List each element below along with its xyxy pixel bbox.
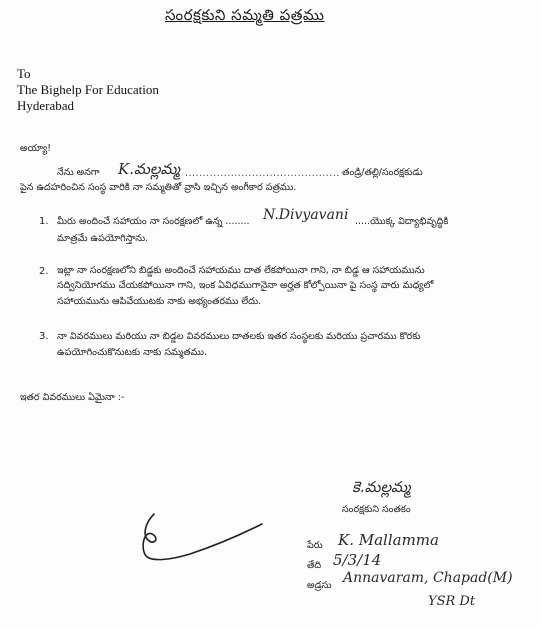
name-label: పేరు	[307, 540, 323, 551]
scribble-signature-mark	[130, 500, 280, 570]
to-organization: The Bighelp For Education	[17, 82, 159, 97]
address-label: అడ్రసు	[307, 580, 332, 591]
guardian-name-handwritten: K.మల్లమ్మ	[118, 160, 180, 178]
salutation: అయ్యా!	[20, 143, 52, 154]
intro-line-2: పైన ఉదహరించిన సంస్థ వారికి నా సమ్మతితో వ్రాసి ఇచ్చిన అంగీకార పత్రము.	[20, 182, 297, 193]
address-value-line-2: YSR Dt	[428, 594, 476, 609]
other-details-label: ఇతర వివరములు ఏమైనా :-	[20, 392, 125, 403]
intro-prefix: నేను అనగా	[57, 167, 100, 178]
clause-1-line-2: మాత్రమే ఉపయోగిస్తాను.	[57, 233, 149, 244]
clause-2-line-2: సద్వినియోగము చేయకపోయినా గాని, ఇంక ఏవిధముగానైనా అర్హత కోల్పోయినా పై సంస్థ వారు మధ్యలో	[57, 280, 434, 291]
guardian-signature-label: సంరక్షకుని సంతకం	[342, 504, 411, 515]
clause-2-line-3: సహాయమును ఆపివేయుటకు నాకు అభ్యంతరము లేదు.	[57, 296, 262, 307]
date-value-handwritten: 5/3/14	[333, 551, 382, 569]
clause-2-number: 2.	[39, 266, 49, 277]
clause-3-line-2: ఉపయోగించుకొనుటకు నాకు సమ్మతము.	[57, 347, 208, 358]
student-name-handwritten: N.Divyavani	[263, 207, 349, 223]
clause-3-number: 3.	[39, 331, 49, 342]
clause-2-line-1: ఇట్లా నా సంరక్షణలోని బిడ్డకు అందించే సహాయము దాత లేకపోయినా గాని, నా బిడ్డ ఆ సహాయమును	[57, 265, 425, 276]
document-title: సంరక్షకుని సమ్మతి పత్రము	[165, 6, 325, 24]
intro-suffix: తండ్రి/తల్లి/సంరక్షకుడు	[342, 167, 423, 178]
clause-3-line-1: నా వివరములు మరియు నా బిడ్డల వివరములు దాతలకు ఇతర సంస్థలకు మరియు ప్రచారము కొరకు	[57, 331, 421, 342]
to-line: To	[17, 66, 31, 81]
address-value-line-1: Annavaram, Chapad(M)	[343, 570, 513, 586]
guardian-signature-handwritten: కె.మల్లమ్మ	[352, 478, 411, 496]
intro-dots: ............................................	[185, 168, 340, 179]
clause-1-suffix: .....యొక్క విద్యాభివృద్ధికి	[355, 216, 449, 227]
name-value-handwritten: K. Mallamma	[338, 531, 439, 549]
clause-1-prefix: మీరు అందించే సహాయం నా సంరక్షణలో ఉన్న ........	[57, 216, 250, 227]
date-label: తేది	[307, 560, 322, 571]
to-city: Hyderabad	[17, 98, 75, 113]
clause-1-number: 1.	[39, 216, 49, 227]
